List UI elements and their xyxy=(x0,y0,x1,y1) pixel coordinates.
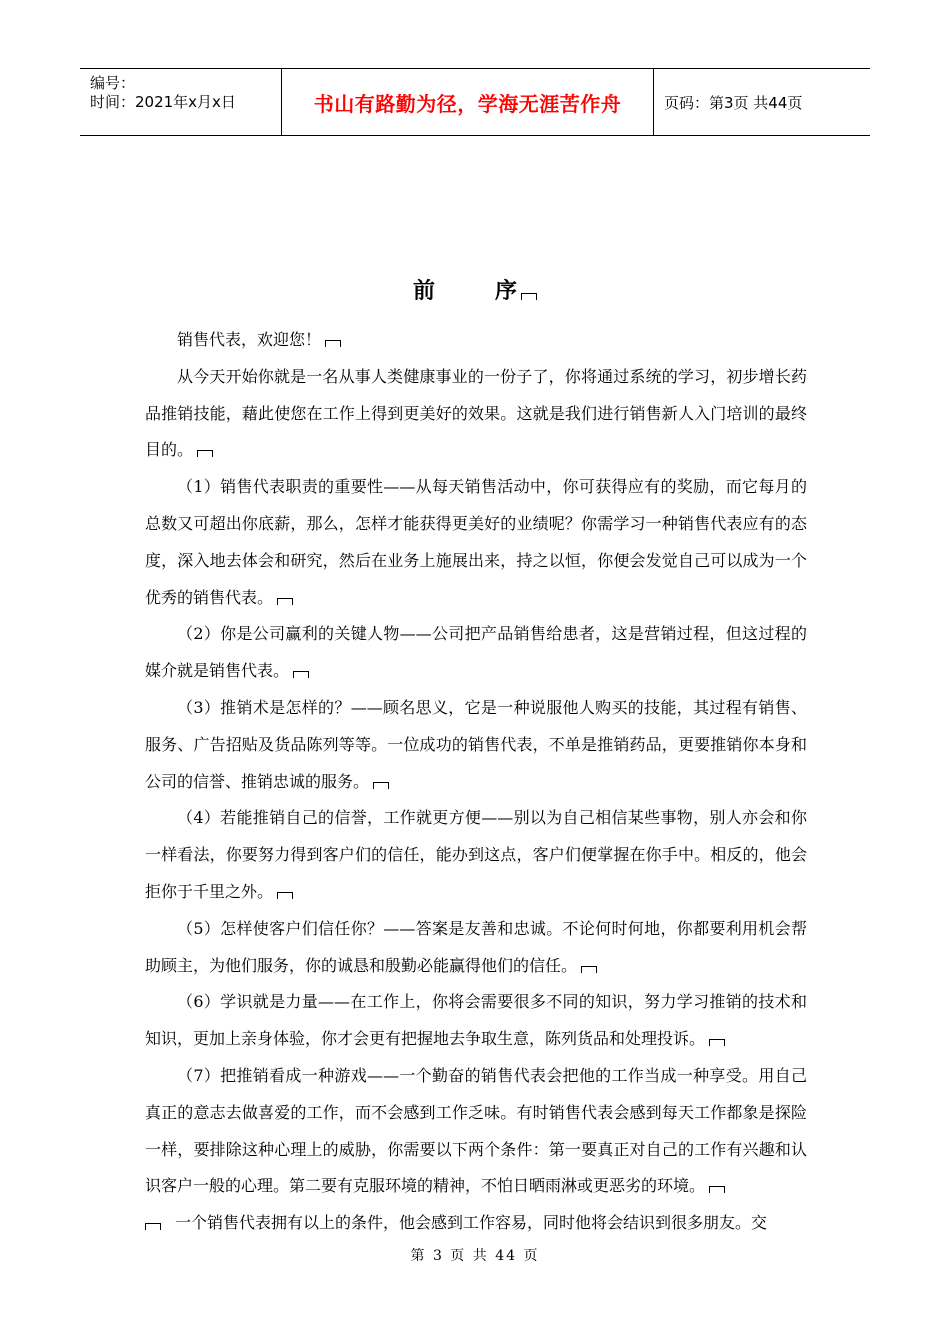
paragraph-text: 一个销售代表拥有以上的条件，他会感到工作容易，同时他将会结识到很多朋友。交 xyxy=(175,1213,768,1233)
paragraph-text: 从今天开始你就是一名从事人类健康事业的一份子了，你将通过系统的学习，初步增长药品推销技能，藉此使您在工作上得到更美好的效果。这就是我们进行销售新人入门培训的最终目的。 xyxy=(145,366,807,460)
paragraph-text: （3）推销术是怎样的？——顾名思义，它是一种说服他人购买的技能，其过程有销售、服务、广告招贴及货品陈列等等。一位成功的销售代表，不单是推销药品，更要推销你本身和公司的信誉、推销忠诚的服务。 xyxy=(145,697,807,791)
paragraph xyxy=(145,800,807,910)
header-meta-cell xyxy=(80,69,282,135)
paragraph-text: （6）学识就是力量——在工作上，你将会需要很多不同的知识，努力学习推销的技术和知识，更加上亲身体验，你才会更有把握地去争取生意，陈列货品和处理投诉。 xyxy=(145,992,807,1049)
paragraph-text: （2）你是公司赢利的关键人物——公司把产品销售给患者，这是营销过程，但这过程的媒介就是销售代表。 xyxy=(145,624,807,681)
paragraph xyxy=(145,911,807,985)
paragraph-mark-icon xyxy=(581,966,597,973)
paragraph-text: （5）怎样使客户们信任你？——答案是友善和忠诚。不论何时何地，你都要利用机会帮助顾主，为他们服务，你的诚恳和殷勤必能赢得他们的信任。 xyxy=(145,918,807,975)
paragraph xyxy=(145,1205,807,1242)
paragraph xyxy=(145,984,807,1058)
paragraph xyxy=(145,1058,807,1205)
header-motto: 书山有路勤为径，学海无涯苦作舟 xyxy=(313,91,622,116)
paragraph xyxy=(145,616,807,690)
paragraph-mark-icon xyxy=(277,892,293,899)
paragraph-mark-icon xyxy=(373,782,389,789)
paragraph xyxy=(145,469,807,616)
paragraph-mark-icon xyxy=(709,1186,725,1193)
paragraph-text: （1）销售代表职责的重要性——从每天销售活动中，你可获得应有的奖励，而它每月的总数又可超出你底薪，那么，怎样才能获得更美好的业绩呢？你需学习一种销售代表应有的态度，深入地去体会和研究，然后在业务上施展出来，持之以恒，你便会发觉自己可以成为一个优秀的销售代表。 xyxy=(145,477,807,607)
paragraph xyxy=(145,690,807,800)
header-motto-cell xyxy=(282,69,654,135)
paragraph-mark-icon xyxy=(145,1223,161,1230)
paragraph-mark-icon xyxy=(325,340,341,347)
title-part-1: 前 xyxy=(412,279,435,304)
paragraph xyxy=(145,359,807,469)
document-date-label: 时间：2021年x月x日 xyxy=(90,93,236,111)
paragraph-mark-icon xyxy=(293,671,309,678)
paragraph xyxy=(145,322,807,359)
document-number-label: 编号： xyxy=(90,74,136,92)
page-title xyxy=(0,274,950,305)
header-page-info: 页码：第3页 共44页 xyxy=(664,93,803,112)
page-footer: 第 3 页 共 44 页 xyxy=(410,1248,540,1264)
paragraph-text: （7）把推销看成一种游戏——一个勤奋的销售代表会把他的工作当成一种享受。用自己真正的意志去做喜爱的工作，而不会感到工作乏味。有时销售代表会感到每天工作都象是探险一样，要排除这种心理上的威胁，你需要以下两个条件：第一要真正对自己的工作有兴趣和认识客户一般的心理。第二要有克服环境的精神，不怕日晒雨淋或更恶劣的环境。 xyxy=(145,1065,807,1196)
document-header xyxy=(80,68,870,136)
paragraph-text: （4）若能推销自己的信誉，工作就更方便——别以为自己相信某些事物，别人亦会和你一样看法，你要努力得到客户们的信任，能办到这点，客户们便掌握在你手中。相反的，他会拒你于千里之外。 xyxy=(145,808,807,901)
title-part-2: 序 xyxy=(495,279,518,304)
paragraph-mark-icon xyxy=(709,1039,725,1046)
document-body xyxy=(145,322,807,1242)
paragraph-mark-icon xyxy=(521,293,537,300)
paragraph-text: 销售代表，欢迎您！ xyxy=(177,330,322,349)
header-page-cell xyxy=(654,69,870,135)
paragraph-mark-icon xyxy=(197,450,213,457)
paragraph-mark-icon xyxy=(277,598,293,605)
